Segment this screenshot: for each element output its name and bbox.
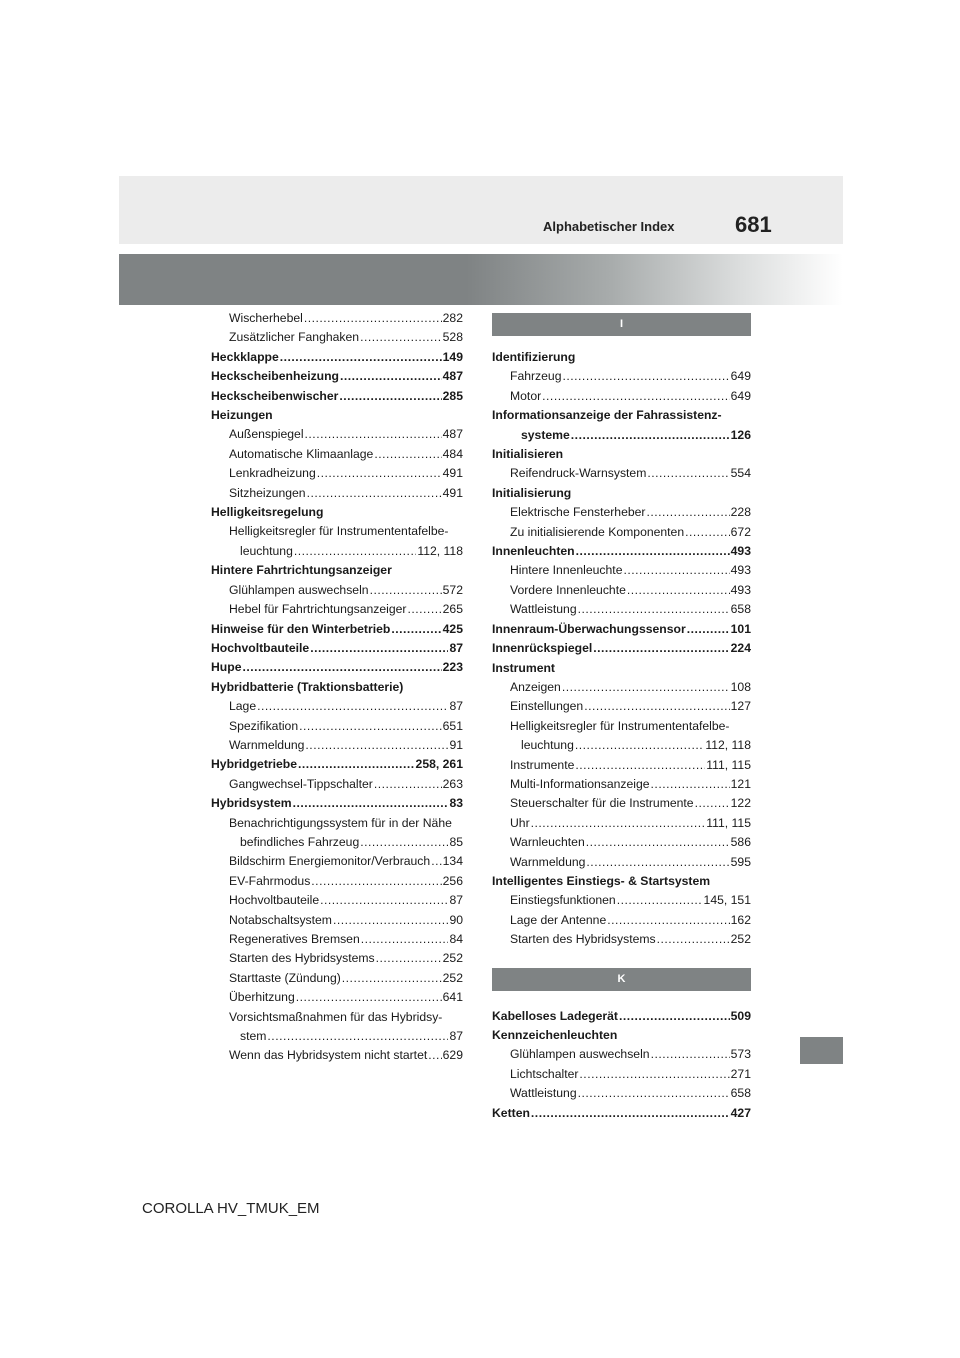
index-entry-term: Zu initialisierende Komponenten: [510, 524, 685, 539]
index-entry-page: 101: [730, 621, 751, 636]
dot-leader: [304, 309, 442, 328]
index-entry-page: 87: [449, 1029, 463, 1044]
dot-leader: [571, 426, 730, 445]
index-entry-page: 493: [730, 544, 751, 559]
dot-leader: [687, 620, 730, 639]
dot-leader: [578, 600, 730, 619]
index-entry-page: 111, 115: [706, 815, 751, 830]
index-entry-page: 573: [730, 1047, 751, 1062]
dot-leader: [408, 600, 442, 619]
index-entry-page: 134: [442, 854, 463, 869]
index-entry-page: 149: [442, 349, 463, 364]
index-entry-term: Starten des Hybridsystems: [510, 932, 656, 947]
index-entry-term: Lenkradheizung: [229, 466, 316, 481]
index-entry: [211, 328, 463, 347]
index-entry: [211, 949, 463, 968]
index-entry: [492, 756, 751, 775]
index-entry-term: leuchtung: [240, 543, 293, 558]
index-entry-page: 528: [442, 330, 463, 345]
index-entry: [211, 852, 463, 871]
dot-leader: [242, 658, 441, 677]
index-entry-page: 509: [730, 1008, 751, 1023]
dot-leader: [298, 755, 415, 774]
index-entry-term: Regeneratives Bremsen: [229, 932, 360, 946]
index-entry-heading: Hybridbatterie (Traktionsbatterie): [211, 679, 404, 694]
dot-leader: [531, 1104, 730, 1123]
index-entry: [492, 1104, 751, 1123]
index-entry-term: Vordere Innenleuchte: [510, 582, 626, 597]
index-entry-heading: Hintere Fahrtrichtungsanzeiger: [211, 563, 392, 578]
index-column-left: [211, 309, 463, 1066]
dot-leader: [627, 581, 730, 600]
dot-leader: [305, 736, 448, 755]
index-entry-term: leuchtung: [521, 738, 574, 753]
index-entry-page: 87: [449, 640, 463, 655]
index-entry-term: Bildschirm Energiemonitor/Verbrauch: [229, 854, 431, 869]
index-entry: [211, 736, 463, 755]
index-entry-page: 108: [730, 679, 751, 694]
index-entry: [492, 561, 751, 580]
dot-leader: [695, 794, 730, 813]
index-entry-heading: Intelligentes Einstiegs- & Startsystem: [492, 873, 711, 888]
dot-leader: [586, 833, 730, 852]
index-entry-page: 651: [442, 718, 463, 733]
index-entry: [492, 523, 751, 542]
index-entry-heading: Initialisieren: [492, 447, 564, 462]
index-entry: [492, 853, 751, 872]
dot-leader: [333, 911, 448, 930]
index-entry-term: Hybridsystem: [211, 796, 292, 811]
index-entry-term: Warnleuchten: [510, 835, 585, 850]
index-entry-heading: Helligkeitsregler für Instrumententafelbe-: [229, 524, 449, 539]
index-entry-term: Hinweise für den Winterbetrieb: [211, 621, 391, 636]
index-entry: [211, 717, 463, 736]
index-entry: [211, 348, 463, 367]
dot-leader: [317, 464, 442, 483]
index-entry-page: 162: [730, 912, 751, 927]
index-entry-page: 84: [449, 932, 463, 946]
index-entry-heading: Benachrichtigungssystem für in der Nähe: [229, 815, 452, 830]
index-entry-page: 285: [442, 388, 463, 403]
index-entry-term: Warnmeldung: [510, 854, 586, 869]
index-entry-page: 282: [442, 311, 463, 325]
index-entry-page: 85: [449, 834, 463, 849]
dot-leader: [651, 775, 730, 794]
index-entry: [492, 542, 751, 561]
dot-leader: [370, 581, 442, 600]
index-entry: [492, 678, 751, 697]
index-entry-term: Zusätzlicher Fanghaken: [229, 330, 360, 345]
index-entry-term: Uhr: [510, 815, 530, 830]
dot-leader: [280, 348, 442, 367]
index-entry-page: 427: [730, 1105, 751, 1120]
index-entry-page: 256: [442, 873, 463, 888]
index-entry-term: Steuerschalter für die Instrumente: [510, 796, 694, 811]
index-entry-term: Spezifikation: [229, 718, 299, 733]
index-entry-page: 87: [449, 893, 463, 908]
index-entry-term: Hintere Innenleuchte: [510, 563, 623, 578]
dot-leader: [320, 891, 448, 910]
index-entry-page: 90: [449, 912, 463, 927]
section-k-entries: [492, 1007, 751, 1123]
index-entry: [492, 367, 751, 386]
index-entry-heading: Heizungen: [211, 408, 273, 423]
index-entry: [211, 872, 463, 891]
dot-leader: [531, 814, 706, 833]
index-entry-term: Anzeigen: [510, 679, 561, 694]
index-entry-page: 83: [449, 796, 463, 811]
dot-leader: [296, 988, 442, 1007]
dot-leader: [575, 756, 705, 775]
dot-leader: [542, 387, 730, 406]
dot-leader: [391, 620, 441, 639]
index-entry: [492, 794, 751, 813]
index-entry-heading: Helligkeitsregelung: [211, 505, 324, 520]
index-entry: [211, 367, 463, 386]
dot-leader: [651, 1045, 730, 1064]
index-entry-term: Fahrzeug: [510, 369, 562, 384]
index-entry: [211, 425, 463, 444]
index-entry-page: 629: [442, 1048, 463, 1063]
index-entry-term: Innenraum-Überwachungssensor: [492, 621, 686, 636]
index-entry-term: Wattleistung: [510, 602, 577, 617]
index-entry-page: 122: [730, 796, 751, 811]
index-entry-heading: Initialisierung: [492, 485, 572, 500]
dot-leader: [374, 775, 442, 794]
index-entry: [211, 755, 463, 774]
dot-leader: [619, 1007, 730, 1026]
index-entry-term: systeme: [521, 427, 570, 442]
index-entry: [211, 309, 463, 328]
index-entry-term: Überhitzung: [229, 990, 295, 1005]
index-entry: [211, 658, 463, 677]
index-entry: [492, 387, 751, 406]
index-entry: [492, 464, 751, 483]
index-entry-term: Außenspiegel: [229, 427, 304, 442]
index-entry: [211, 464, 463, 483]
dot-leader: [586, 853, 729, 872]
dot-leader: [428, 1046, 441, 1065]
index-entry: [492, 697, 751, 716]
index-entry-page: 491: [442, 466, 463, 481]
index-entry-term: Lage: [229, 699, 257, 714]
index-entry-page: 572: [442, 582, 463, 597]
dot-leader: [361, 930, 449, 949]
index-entry-page: 265: [442, 602, 463, 617]
index-entry: [492, 891, 751, 910]
dot-leader: [293, 794, 449, 813]
dot-leader: [307, 484, 442, 503]
index-entry: [492, 736, 751, 755]
index-entry-term: Hochvoltbauteile: [211, 640, 310, 655]
dot-leader: [267, 1027, 448, 1046]
page-number: 681: [735, 212, 772, 237]
index-entry-term: Starttaste (Zündung): [229, 970, 341, 985]
index-entry-term: Automatische Klimaanlage: [229, 446, 374, 461]
dot-leader: [563, 367, 730, 386]
index-entry-page: 271: [730, 1066, 751, 1081]
index-entry-page: 112, 118: [417, 543, 463, 558]
index-entry-page: 252: [730, 932, 751, 947]
index-entry-term: EV-Fahrmodus: [229, 873, 311, 888]
index-entry-page: 127: [730, 699, 751, 714]
index-entry-term: Starten des Hybridsystems: [229, 951, 375, 966]
dot-leader: [646, 503, 729, 522]
index-entry-term: befindliches Fahrzeug: [240, 834, 360, 849]
dot-leader: [376, 949, 442, 968]
index-entry: [492, 581, 751, 600]
index-entry-page: 649: [730, 369, 751, 384]
index-entry-page: 223: [442, 660, 463, 675]
index-entry-page: 145, 151: [703, 893, 751, 908]
index-entry-page: 641: [442, 990, 463, 1005]
dot-leader: [342, 969, 442, 988]
index-entry: [211, 387, 463, 406]
index-entry-heading: Instrument: [492, 660, 555, 675]
index-entry: [211, 1027, 463, 1046]
index-entry-term: Wenn das Hybridsystem nicht startet: [229, 1048, 428, 1063]
index-entry-term: Ketten: [492, 1105, 530, 1120]
index-entry-page: 91: [449, 737, 463, 752]
dot-leader: [575, 736, 705, 755]
dot-leader: [623, 561, 729, 580]
index-entry-page: 491: [442, 485, 463, 500]
index-entry-heading: Kennzeichenleuchten: [492, 1028, 618, 1042]
index-entry-page: 658: [730, 602, 751, 617]
index-entry-term: Elektrische Fensterheber: [510, 505, 646, 520]
dot-leader: [657, 930, 730, 949]
index-entry: [211, 600, 463, 619]
index-entry-term: Multi-Informationsanzeige: [510, 776, 650, 791]
index-entry-page: 87: [449, 699, 463, 714]
index-entry: [211, 930, 463, 949]
dot-leader: [431, 852, 441, 871]
index-entry: [211, 581, 463, 600]
index-entry-page: 487: [442, 427, 463, 442]
index-entry-page: 224: [730, 641, 751, 656]
index-entry: [211, 775, 463, 794]
index-entry-term: Heckklappe: [211, 349, 279, 364]
index-entry: [492, 833, 751, 852]
dot-leader: [685, 523, 730, 542]
index-entry-page: 649: [730, 388, 751, 403]
index-entry-term: Wischerhebel: [229, 311, 303, 325]
index-entry-term: Kabelloses Ladegerät: [492, 1008, 618, 1023]
index-entry-page: 228: [730, 505, 751, 520]
index-entry-term: Heckscheibenheizung: [211, 369, 340, 384]
dot-leader: [294, 542, 417, 561]
index-entry: [492, 1007, 751, 1026]
index-entry: [492, 911, 751, 930]
dot-leader: [339, 387, 441, 406]
index-column-right: [492, 309, 751, 1123]
index-entry: [492, 814, 751, 833]
index-entry: [492, 1084, 751, 1103]
index-entry-term: Glühlampen auswechseln: [229, 582, 369, 597]
index-entry-term: Reifendruck-Warnsystem: [510, 466, 647, 481]
dot-leader: [576, 542, 730, 561]
index-entry: [492, 775, 751, 794]
chapter-side-tab: [800, 1037, 843, 1064]
index-entry-page: 121: [730, 776, 751, 791]
index-entry: [211, 445, 463, 464]
index-entry: [492, 600, 751, 619]
index-entry-page: 554: [730, 466, 751, 481]
index-entry-term: Sitzheizungen: [229, 485, 306, 500]
index-entry-term: Innenrückspiegel: [492, 641, 593, 656]
index-entry-page: 252: [442, 951, 463, 966]
index-entry: [492, 639, 751, 658]
index-entry: [492, 1065, 751, 1084]
index-entry-heading: Vorsichtsmaßnahmen für das Hybridsy-: [229, 1009, 443, 1024]
section-i-entries: [492, 348, 751, 950]
index-entry: [211, 969, 463, 988]
dot-leader: [579, 1065, 729, 1084]
index-entry-page: 484: [442, 446, 463, 461]
index-entry-term: Einstiegsfunktionen: [510, 893, 616, 908]
section-header-i: I: [492, 313, 751, 336]
index-entry-page: 487: [442, 369, 463, 384]
index-entry-page: 425: [442, 621, 463, 636]
dot-leader: [311, 872, 441, 891]
index-entry: [211, 1046, 463, 1065]
index-entry-page: 263: [442, 776, 463, 791]
dot-leader: [593, 639, 729, 658]
index-entry: [492, 503, 751, 522]
index-entry: [211, 988, 463, 1007]
index-entry: [211, 542, 463, 561]
dot-leader: [305, 425, 442, 444]
index-entry-term: Lage der Antenne: [510, 912, 607, 927]
index-entry: [211, 891, 463, 910]
index-entry-page: 126: [730, 427, 751, 442]
dot-leader: [578, 1084, 730, 1103]
dot-leader: [607, 911, 729, 930]
index-entry-term: Einstellungen: [510, 699, 584, 714]
dot-leader: [360, 833, 448, 852]
index-entry: [492, 930, 751, 949]
index-entry: [211, 833, 463, 852]
index-entry-page: 111, 115: [706, 757, 751, 772]
index-entry-term: Hybridgetriebe: [211, 757, 298, 772]
footer-model-code: COROLLA HV_TMUK_EM: [142, 1200, 320, 1217]
index-entry-term: Hupe: [211, 660, 242, 675]
index-entry-term: Hebel für Fahrtrichtungsanzeiger: [229, 602, 407, 617]
index-entry-page: 658: [730, 1086, 751, 1101]
index-entry-term: Innenleuchten: [492, 544, 575, 559]
index-entry-term: Lichtschalter: [510, 1066, 579, 1081]
index-entry-page: 595: [730, 854, 751, 869]
running-header-title: Alphabetischer Index: [543, 219, 675, 234]
index-entry-heading: Identifizierung: [492, 350, 576, 364]
index-entry-page: 493: [730, 582, 751, 597]
dot-leader: [374, 445, 441, 464]
index-entry: [492, 1045, 751, 1064]
dot-leader: [562, 678, 730, 697]
index-entry-term: Gangwechsel-Tippschalter: [229, 776, 373, 791]
index-entry: [211, 911, 463, 930]
index-entry-term: Wattleistung: [510, 1086, 577, 1101]
index-entry-heading: Helligkeitsregler für Instrumententafelbe-: [510, 718, 730, 733]
header-gradient-bar: [119, 254, 843, 305]
index-entry: [211, 697, 463, 716]
index-entry-term: Motor: [510, 388, 542, 403]
index-entry-page: 672: [730, 524, 751, 539]
index-entry: [492, 426, 751, 445]
dot-leader: [584, 697, 729, 716]
index-entry: [211, 794, 463, 813]
dot-leader: [360, 328, 442, 347]
section-header-k: K: [492, 968, 751, 991]
index-entry-term: Hochvoltbauteile: [229, 893, 320, 908]
index-entry-page: 258, 261: [415, 757, 463, 772]
dot-leader: [647, 464, 729, 483]
index-entry-heading: Informationsanzeige der Fahrassistenz-: [492, 408, 722, 423]
index-entry-page: 112, 118: [705, 738, 751, 753]
dot-leader: [257, 697, 448, 716]
dot-leader: [617, 891, 703, 910]
index-entry-page: 252: [442, 970, 463, 985]
index-entry-term: Heckscheibenwischer: [211, 388, 339, 403]
index-entry-page: 493: [730, 563, 751, 578]
index-entry-term: stem: [240, 1029, 267, 1044]
index-entry: [211, 639, 463, 658]
index-entry-page: 586: [730, 835, 751, 850]
index-entry-term: Instrumente: [510, 757, 575, 772]
dot-leader: [310, 639, 448, 658]
index-entry-term: Notabschaltsystem: [229, 912, 332, 927]
dot-leader: [340, 367, 442, 386]
index-entry: [211, 484, 463, 503]
index-entry: [492, 620, 751, 639]
dot-leader: [299, 717, 442, 736]
index-entry-term: Glühlampen auswechseln: [510, 1047, 650, 1062]
index-entry-term: Warnmeldung: [229, 737, 305, 752]
index-entry: [211, 620, 463, 639]
